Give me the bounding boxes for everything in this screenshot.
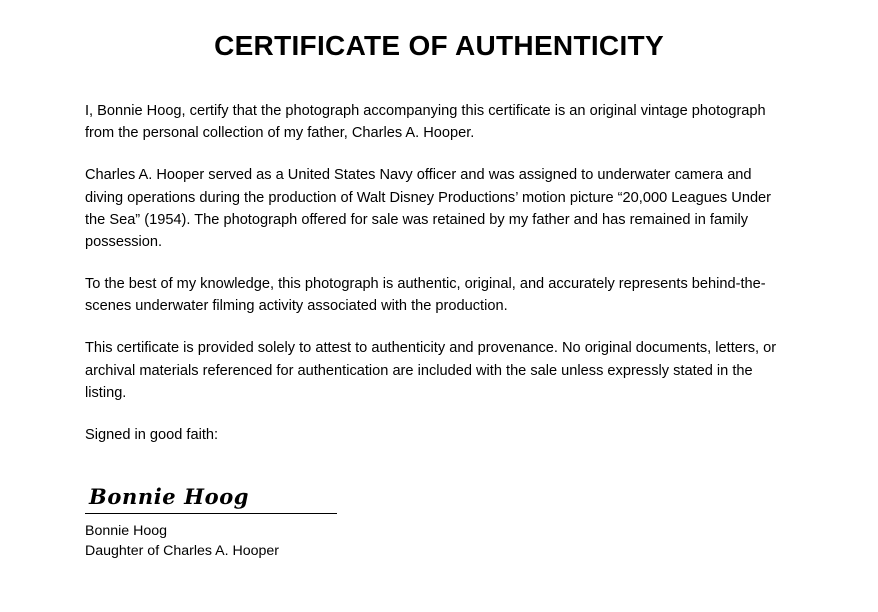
paragraph-3: To the best of my knowledge, this photograph is authentic, original, and accurately represents behind-the-scenes underwater filming activity associated with the production. [85,276,766,315]
handwritten-signature: Bonnie Hoog [89,484,250,510]
signatory-relation: Daughter of Charles A. Hooper [85,543,280,560]
paragraph-2: Charles A. Hooper served as a United States Navy officer and was assigned to underwater camera and diving operations during the production of Walt Disney Productions’ motion picture “20,000 Leagues Under the Sea” (1954). The photograph offered for sale was retained by my father and has remained in family possession. [85,167,772,250]
page-title: CERTIFICATE OF AUTHENTICITY [214,30,664,61]
signature-rule [85,513,337,514]
closing-line: Signed in good faith: [85,426,219,443]
certificate-body [0,62,878,446]
paragraph-4: This certificate is provided solely to attest to authenticity and provenance. No original documents, letters, or archival materials referenced for authentication are included with the sale unless expressly stated in the listing. [85,340,777,401]
paragraph-1: I, Bonnie Hoog, certify that the photograph accompanying this certificate is an original vintage photograph from the personal collection of my father, Charles A. Hooper. [85,103,766,142]
signature-block [0,446,878,561]
signatory-name: Bonnie Hoog [85,523,168,540]
